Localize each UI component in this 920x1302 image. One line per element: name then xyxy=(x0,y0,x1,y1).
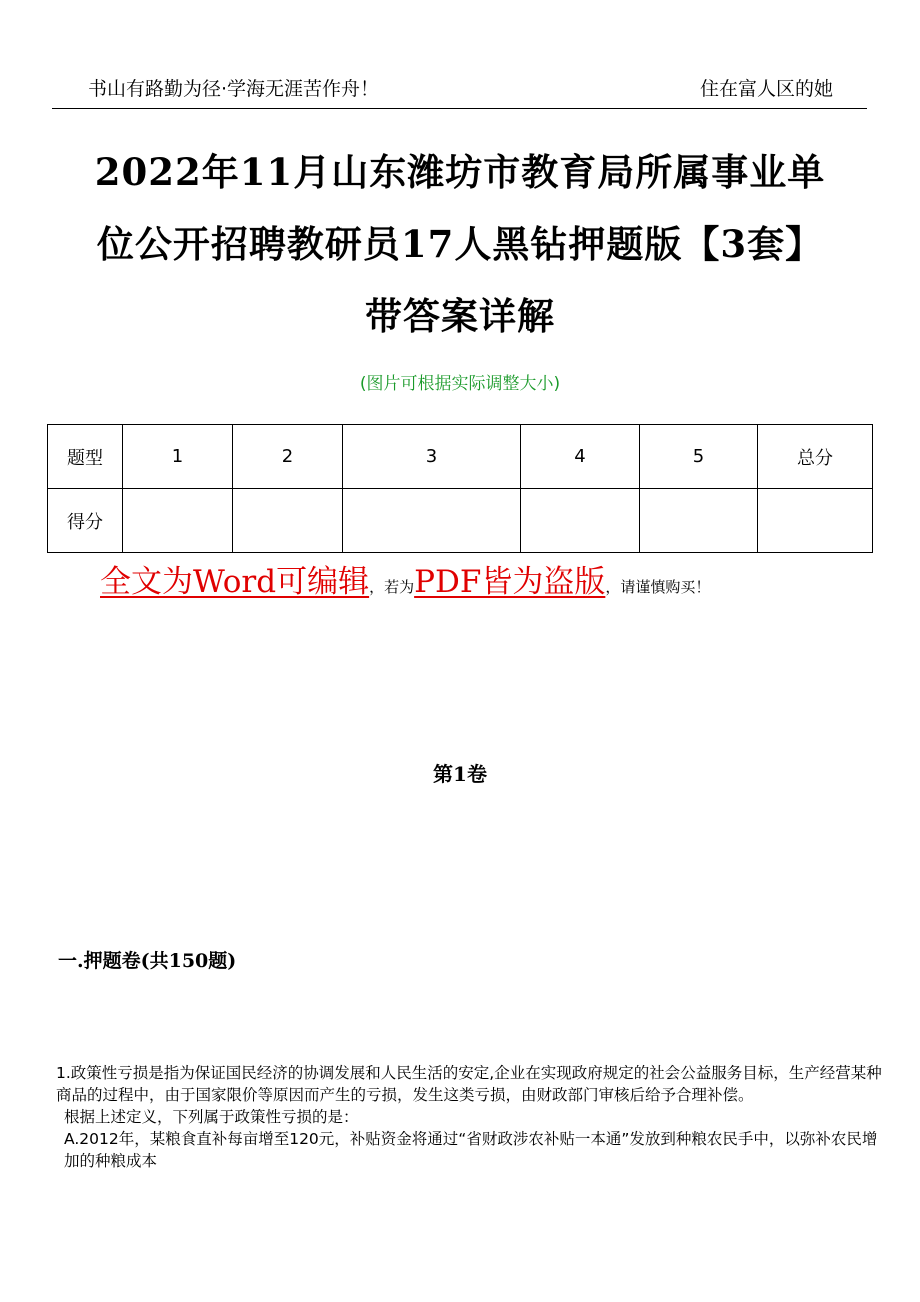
score-cell-4[interactable] xyxy=(521,489,640,553)
score-table-header-row xyxy=(48,425,873,489)
score-cell-3[interactable] xyxy=(343,489,521,553)
image-size-note: (图片可根据实际调整大小) xyxy=(359,374,561,394)
score-table-score-row xyxy=(48,489,873,553)
score-table-header-1: 1 xyxy=(123,425,233,489)
section-title: 一.押题卷(共150题) xyxy=(58,950,237,972)
header-motto: 书山有路勤为径·学海无涯苦作舟！ xyxy=(88,78,380,100)
score-table xyxy=(47,424,873,553)
score-cell-1[interactable] xyxy=(123,489,233,553)
score-table-header-5: 5 xyxy=(640,425,758,489)
document-title xyxy=(40,136,880,352)
score-table-header-2: 2 xyxy=(233,425,343,489)
header-author: 住在富人区的她 xyxy=(699,78,833,100)
title-line-1: 2022年11月山东潍坊市教育局所属事业单 xyxy=(94,150,826,194)
question-1 xyxy=(56,1062,886,1172)
score-table-header-4: 4 xyxy=(521,425,640,489)
score-table-row-label: 得分 xyxy=(48,489,123,553)
notice-pdf-pirated: PDF皆为盗版 xyxy=(414,564,606,600)
title-line-3: 带答案详解 xyxy=(365,294,555,338)
question-1-text: 1.政策性亏损是指为保证国民经济的协调发展和人民生活的安定,企业在实现政府规定的社会公益服务目标，生产经营某种商品的过程中，由于国家限价等原因而产生的亏损，发生这类亏损，由财政部门审核后给予合理补偿。 xyxy=(56,1064,882,1104)
score-table-header-total: 总分 xyxy=(758,425,873,489)
title-line-2: 位公开招聘教研员17人黑钻押题版【3套】 xyxy=(96,222,824,266)
score-table-header-type: 题型 xyxy=(48,425,123,489)
copyright-notice xyxy=(100,556,860,601)
notice-word-editable: 全文为Word可编辑 xyxy=(100,564,370,600)
volume-title: 第1卷 xyxy=(433,762,487,786)
page-header xyxy=(52,72,867,109)
notice-if: ，若为 xyxy=(369,578,415,596)
notice-caution: ，请谨慎购买！ xyxy=(605,578,711,596)
score-table-header-3: 3 xyxy=(343,425,521,489)
score-cell-total[interactable] xyxy=(758,489,873,553)
question-1-option-a: A.2012年，某粮食直补每亩增至120元，补贴资金将通过“省财政涉农补贴一本通”发放到种粮农民手中，以弥补农民增加的种粮成本 xyxy=(64,1130,878,1170)
score-cell-5[interactable] xyxy=(640,489,758,553)
question-1-prompt: 根据上述定义，下列属于政策性亏损的是： xyxy=(64,1108,359,1126)
score-cell-2[interactable] xyxy=(233,489,343,553)
